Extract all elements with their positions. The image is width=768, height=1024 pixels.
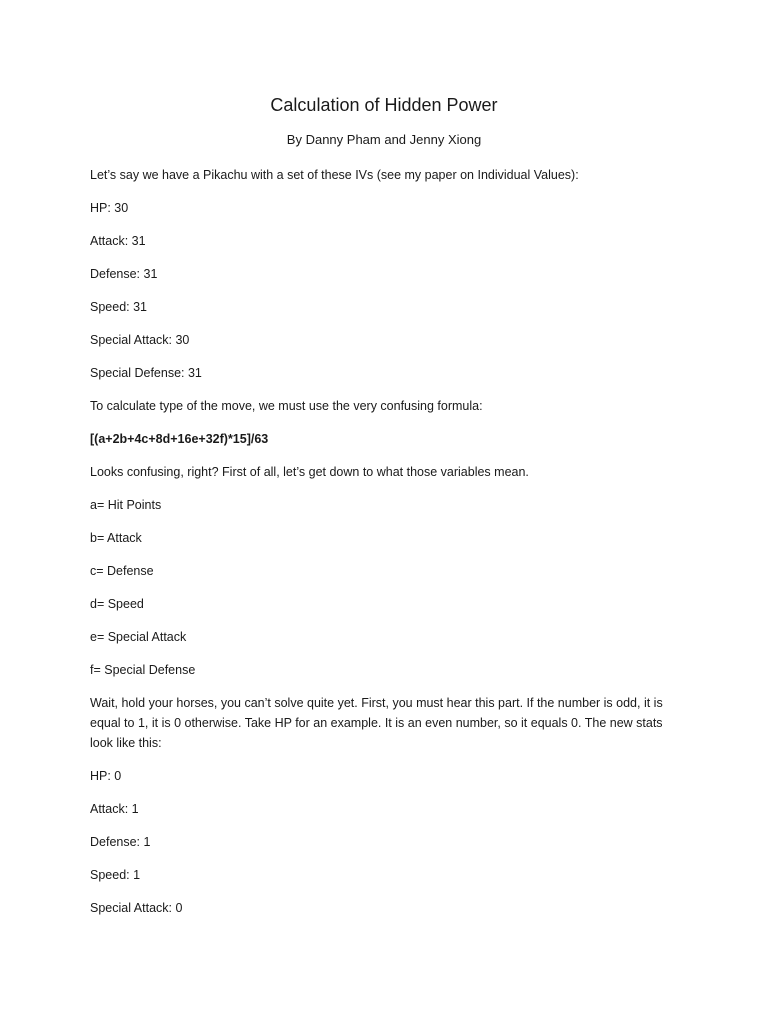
variable-b: b= Attack	[90, 531, 142, 545]
explanation-paragraph: Wait, hold your horses, you can’t solve quite yet. First, you must hear this part. If the number is odd, it is equal to 1, it is 0 otherwise. Take HP for an example. It is an even number, so it equals 0. The new stats look like this:	[90, 696, 663, 750]
variable-c: c= Defense	[90, 564, 154, 578]
variable-d: d= Speed	[90, 597, 144, 611]
iv-hp: HP: 30	[90, 201, 129, 215]
variables-intro: Looks confusing, right? First of all, let’s get down to what those variables mean.	[90, 465, 529, 479]
iv-attack: Attack: 31	[90, 234, 146, 248]
new-stat-attack: Attack: 1	[90, 802, 139, 816]
iv-special-attack: Special Attack: 30	[90, 333, 190, 347]
new-stat-special-attack: Special Attack: 0	[90, 901, 183, 915]
iv-defense: Defense: 31	[90, 267, 158, 281]
new-stat-speed: Speed: 1	[90, 868, 141, 882]
iv-speed: Speed: 31	[90, 300, 147, 314]
variable-e: e= Special Attack	[90, 630, 187, 644]
variable-f: f= Special Defense	[90, 663, 196, 677]
document-title: Calculation of Hidden Power	[270, 95, 498, 115]
document-authors: By Danny Pham and Jenny Xiong	[286, 132, 482, 147]
variable-a: a= Hit Points	[90, 498, 162, 512]
new-stat-hp: HP: 0	[90, 769, 122, 783]
intro-paragraph: Let’s say we have a Pikachu with a set of these IVs (see my paper on Individual Values):	[90, 168, 579, 182]
formula-intro: To calculate type of the move, we must use the very confusing formula:	[90, 399, 483, 413]
iv-special-defense: Special Defense: 31	[90, 366, 202, 380]
new-stat-defense: Defense: 1	[90, 835, 151, 849]
formula: [(a+2b+4c+8d+16e+32f)*15]/63	[90, 432, 269, 446]
